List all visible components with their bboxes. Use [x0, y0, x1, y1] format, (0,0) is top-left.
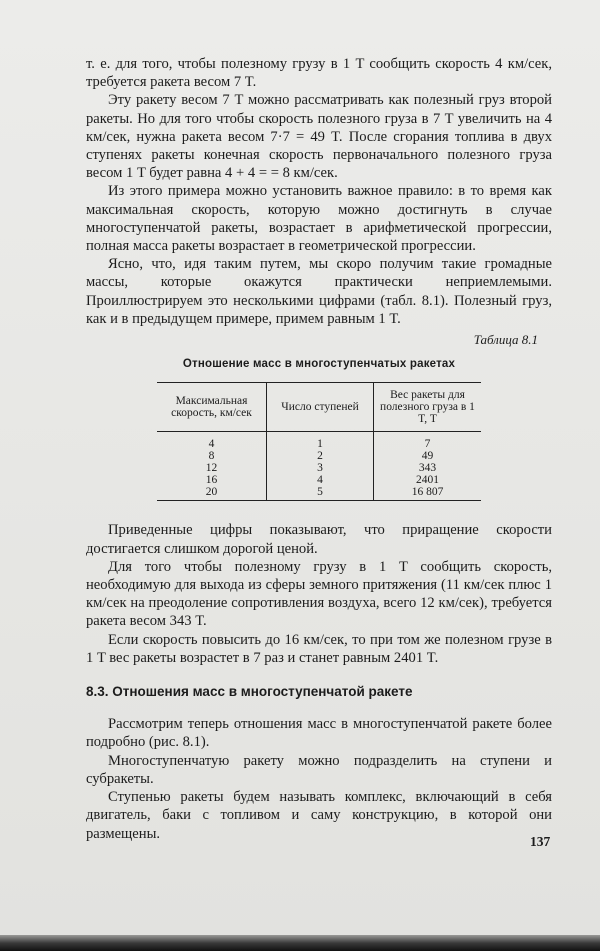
table-cell: 49	[374, 450, 482, 462]
paragraph: Приведенные цифры показывают, что приращение скорости достигается слишком дорогой ценой.	[86, 522, 552, 557]
table-cell: 20	[157, 486, 267, 501]
table-row	[157, 450, 481, 462]
table-row	[157, 462, 481, 474]
paragraph: Из этого примера можно установить важное правило: в то время как максимальная скорость, которую можно достигнуть в случае многоступенчатой ракеты, возрастает в арифметической прогрессии, полная масса ракеты возрастает в геометрической прогрессии.	[86, 183, 552, 255]
paragraph: Многоступенчатую ракету можно подразделить на ступени и субракеты.	[86, 752, 552, 787]
page-number: 137	[530, 834, 551, 849]
column-header-stages: Число ступеней	[267, 383, 374, 432]
table-row	[157, 432, 481, 451]
table-cell: 2	[267, 450, 374, 462]
paragraph: Эту ракету весом 7 T можно рассматривать как полезный груз второй ракеты. Но для того чтобы скорость полезного груза в 7 T увеличить на 4 км/сек, нужна ракета весом 7·7 = 49 T. После сгорания топлива в двух ступенях ракеты конечная скорость первоначального полезного груза весом 1 T будет равна 4 + 4 = = 8 км/сек.	[86, 92, 552, 182]
table-cell: 7	[374, 432, 482, 451]
paragraph: т. е. для того, чтобы полезному грузу в 1 T сообщить скорость 4 км/сек, требуется ракета весом 7 T.	[86, 56, 552, 91]
table-number: Таблица 8.1	[473, 332, 538, 348]
column-header-mass: Вес ракеты для полезного груза в 1 T, T	[374, 383, 482, 432]
table-cell: 343	[374, 462, 482, 474]
mass-ratio-table	[157, 382, 481, 501]
scan-edge	[0, 935, 600, 951]
table-cell: 5	[267, 486, 374, 501]
table-cell: 3	[267, 462, 374, 474]
table-cell: 2401	[374, 474, 482, 486]
table-cell: 12	[205, 462, 218, 475]
paragraph: Если скорость повысить до 16 км/сек, то при том же полезном грузе в 1 T вес ракеты возрастет в 7 раз и станет равным 2401 T.	[86, 631, 552, 666]
table-cell: 4	[208, 438, 215, 451]
table-cell: 16	[205, 474, 218, 487]
table-cell: 8	[208, 450, 215, 463]
section-heading: 8.3. Отношения масс в многоступенчатой ракете	[86, 684, 413, 700]
table-cell: 16 807	[374, 486, 482, 501]
table-cell: 4	[267, 474, 374, 486]
paragraph: Для того чтобы полезному грузу в 1 T сообщить скорость, необходимую для выхода из сферы земного притяжения (11 км/сек плюс 1 км/сек на преодоление сопротивления воздуха, всего 12 км/сек), требуется ракета весом 343 T.	[86, 558, 552, 630]
table-cell: 1	[267, 432, 374, 451]
column-header-speed: Максимальная скорость, км/сек	[157, 383, 267, 432]
page-text	[86, 55, 552, 843]
paragraph: Рассмотрим теперь отношения масс в многоступенчатой ракете более подробно (рис. 8.1).	[86, 716, 552, 751]
table-row	[157, 474, 481, 486]
paragraph: Ступенью ракеты будем называть комплекс, включающий в себя двигатель, баки с топливом и саму конструкцию, в которой они размещены.	[86, 789, 552, 842]
table-row	[157, 486, 481, 501]
paragraph: Ясно, что, идя таким путем, мы скоро получим такие громадные массы, которые окажутся практически неприемлемыми. Проиллюстрируем это несколькими цифрами (табл. 8.1). Полезный груз, как и в предыдущем примере, примем равным 1 T.	[86, 256, 552, 327]
table-title: Отношение масс в многоступенчатых ракетах	[182, 358, 456, 371]
